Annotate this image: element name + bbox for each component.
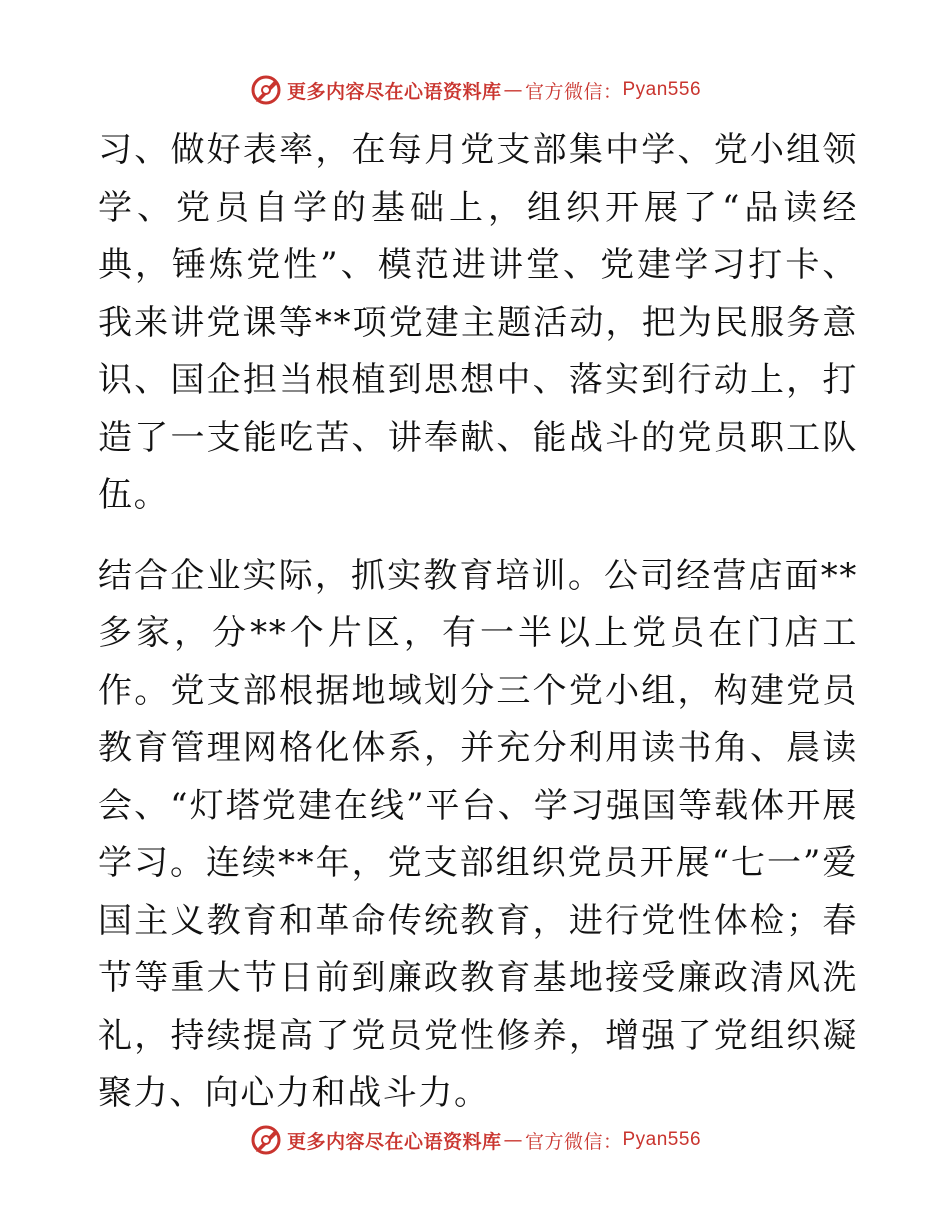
paragraph-2: 结合企业实际，抓实教育培训。公司经营店面**多家，分**个片区，有一半以上党员在门店工作。党支部根据地域划分三个党小组，构建党员教育管理网格化体系，并充分利用读书角、晨读会、“灯塔党建在线”平台、学习强国等载体开展学习。连续**年，党支部组织党员开展“七一”爱国主义教育和革命传统教育，进行党性体检；春节等重大节日前到廉政教育基地接受廉政清风洗礼，持续提高了党员党性修养，增强了党组织凝聚力、向心力和战斗力。 xyxy=(98,555,858,1113)
watermark-main-text: 更多内容尽在心语资料库 xyxy=(286,80,502,103)
watermark-main-text: 更多内容尽在心语资料库 xyxy=(286,1130,502,1153)
pen-circle-logo-icon xyxy=(249,1123,283,1157)
watermark-dash: — xyxy=(503,79,523,101)
document-body xyxy=(98,122,858,1123)
header-watermark xyxy=(0,70,950,110)
watermark-wechat-label: 官方微信： xyxy=(524,80,623,103)
watermark-wechat-id: Pyan556 xyxy=(622,1129,702,1150)
pen-circle-logo-icon xyxy=(249,73,283,107)
watermark-dash: — xyxy=(503,1129,523,1151)
watermark-wechat-label: 官方微信： xyxy=(524,1130,623,1153)
footer-watermark xyxy=(0,1120,950,1160)
paragraph-1: 习、做好表率，在每月党支部集中学、党小组领学、党员自学的基础上，组织开展了“品读经典，锤炼党性”、模范进讲堂、党建学习打卡、我来讲党课等**项党建主题活动，把为民服务意识、国企担当根植到思想中、落实到行动上，打造了一支能吃苦、讲奉献、能战斗的党员职工队伍。 xyxy=(98,130,858,515)
watermark-wechat-id: Pyan556 xyxy=(622,79,702,100)
